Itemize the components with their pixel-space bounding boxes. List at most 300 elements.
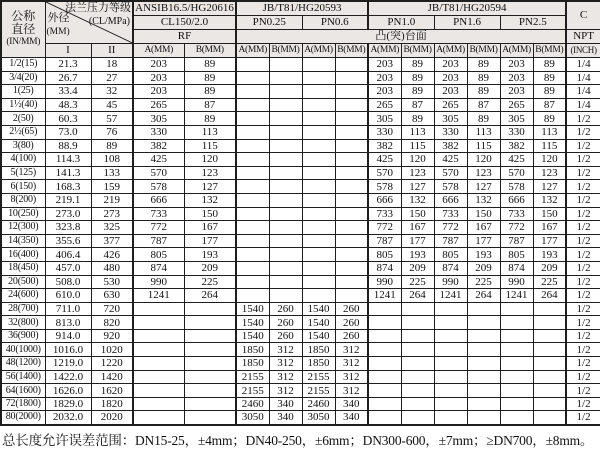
pn025-b-header: B(MM) (269, 44, 302, 58)
pn10-a (368, 411, 401, 425)
pressure-rating-label: 法兰压力等级 (65, 2, 131, 14)
npt-header: NPT (566, 30, 600, 44)
cl150-a (133, 329, 184, 343)
cl150-a: 203 (133, 71, 184, 85)
pn16-b (467, 384, 500, 398)
nominal-diameter: 56(1400) (1, 370, 45, 384)
pn10-b: 167 (401, 221, 434, 235)
pressure-rating-unit: (CL/MPa) (88, 16, 130, 27)
pn10-b (401, 397, 434, 411)
cl150-a: 805 (133, 248, 184, 262)
pn06-a-header: A(MM) (302, 44, 335, 58)
cl150-b (184, 329, 236, 343)
cl150-a-header: A(MM) (133, 44, 184, 58)
od-series-1: 26.7 (45, 71, 91, 85)
cl150-b (184, 370, 236, 384)
pn06-a (302, 193, 335, 207)
pn025-b: 340 (269, 397, 302, 411)
pn06-b (335, 125, 368, 139)
pn16-a (434, 302, 467, 316)
table-row (1, 411, 600, 425)
nominal-diameter: 12(300) (1, 221, 45, 235)
pn25-b: 89 (533, 71, 566, 85)
pn025-b: 312 (269, 343, 302, 357)
pn10-b (401, 302, 434, 316)
cl150-b: 89 (184, 71, 236, 85)
pn16-b: 127 (467, 180, 500, 194)
pn16-b: 193 (467, 248, 500, 262)
od-series-2: 89 (91, 139, 133, 153)
pn25-a: 874 (500, 261, 533, 275)
nominal-diameter-header (1, 1, 45, 58)
od-series-1: 711.0 (45, 302, 91, 316)
pn16-a: 805 (434, 248, 467, 262)
standard-jb-hg20593-header: JB/T81/HG20593 (236, 1, 368, 16)
cl150-a: 570 (133, 166, 184, 180)
nominal-diameter: 80(2000) (1, 411, 45, 425)
od-series-2: 76 (91, 125, 133, 139)
od-series-2: 133 (91, 166, 133, 180)
table-row (1, 234, 600, 248)
od-series-1: 1626.0 (45, 384, 91, 398)
table-row (1, 180, 600, 194)
npt-size: 1/2 (566, 397, 600, 411)
cl150-b: 89 (184, 112, 236, 126)
cl150-a (133, 370, 184, 384)
pn16-b (467, 411, 500, 425)
pn16-b: 225 (467, 275, 500, 289)
pn16-b: 150 (467, 207, 500, 221)
pn16-a (434, 411, 467, 425)
pn10-a: 203 (368, 71, 401, 85)
pn16-a: 1241 (434, 289, 467, 303)
pn06-a (302, 139, 335, 153)
pn10-a: 874 (368, 261, 401, 275)
npt-size: 1/2 (566, 261, 600, 275)
pn25-a: 578 (500, 180, 533, 194)
pn25-a: 772 (500, 221, 533, 235)
pn06-b (335, 180, 368, 194)
pn06-b: 312 (335, 357, 368, 371)
table-row (1, 261, 600, 275)
pn10-b (401, 357, 434, 371)
pn06-b (335, 58, 368, 72)
cl150-a: 772 (133, 221, 184, 235)
pn025-b (269, 112, 302, 126)
pn025-b (269, 139, 302, 153)
cl150-a: 1241 (133, 289, 184, 303)
pn06-b: 340 (335, 411, 368, 425)
od-series-2: 18 (91, 58, 133, 72)
pn06-a (302, 234, 335, 248)
od-series-2: 920 (91, 329, 133, 343)
od-series-2: 630 (91, 289, 133, 303)
pn10-a: 787 (368, 234, 401, 248)
pn025-a (236, 139, 269, 153)
table-row (1, 384, 600, 398)
table-row (1, 289, 600, 303)
pn10-a: 666 (368, 193, 401, 207)
pn06-b (335, 98, 368, 112)
pn025-a-header: A(MM) (236, 44, 269, 58)
pn025-a (236, 234, 269, 248)
pn25-b: 150 (533, 207, 566, 221)
od-series-2: 1220 (91, 357, 133, 371)
cl150-a: 203 (133, 58, 184, 72)
cl150-b: 193 (184, 248, 236, 262)
od-series-2: 820 (91, 316, 133, 330)
raised-face-header: 凸(突)台面 (236, 30, 566, 44)
od-series-1: 88.9 (45, 139, 91, 153)
table-row (1, 275, 600, 289)
pn10-b: 89 (401, 85, 434, 99)
pn16-a: 990 (434, 275, 467, 289)
pn10-header: PN1.0 (368, 16, 434, 30)
pn10-b: 89 (401, 112, 434, 126)
pn16-a: 733 (434, 207, 467, 221)
cl150-b: 132 (184, 193, 236, 207)
cl150-a: 382 (133, 139, 184, 153)
pn16-b: 115 (467, 139, 500, 153)
od-series-2: 159 (91, 180, 133, 194)
table-row (1, 112, 600, 126)
pn06-b (335, 71, 368, 85)
pn06-a (302, 98, 335, 112)
pn025-b: 260 (269, 302, 302, 316)
pn16-b: 89 (467, 112, 500, 126)
npt-size: 1/4 (566, 85, 600, 99)
nominal-diameter: 2½(65) (1, 125, 45, 139)
pn06-b (335, 275, 368, 289)
pn10-a: 265 (368, 98, 401, 112)
npt-size: 1/2 (566, 153, 600, 167)
npt-size: 1/2 (566, 343, 600, 357)
pn025-b (269, 193, 302, 207)
pn025-a: 3050 (236, 411, 269, 425)
npt-size: 1/2 (566, 275, 600, 289)
pn025-a: 1540 (236, 302, 269, 316)
pn025-b (269, 275, 302, 289)
pn025-b: 312 (269, 357, 302, 371)
pn16-b-header: B(MM) (467, 44, 500, 58)
od-series-1: 457.0 (45, 261, 91, 275)
pn10-a: 805 (368, 248, 401, 262)
cl150-a: 990 (133, 275, 184, 289)
cl150-b (184, 343, 236, 357)
table-row (1, 153, 600, 167)
pn25-a (500, 302, 533, 316)
npt-size: 1/2 (566, 139, 600, 153)
pn16-b (467, 397, 500, 411)
od-series-1: 1016.0 (45, 343, 91, 357)
cl150-b: 120 (184, 153, 236, 167)
pn025-a: 1850 (236, 357, 269, 371)
od-series-1: 273.0 (45, 207, 91, 221)
pn10-b-header: B(MM) (401, 44, 434, 58)
pn10-b: 89 (401, 58, 434, 72)
pn16-b: 89 (467, 85, 500, 99)
pn16-a: 772 (434, 221, 467, 235)
pn25-a (500, 370, 533, 384)
od-series-1: 1422.0 (45, 370, 91, 384)
pn25-a: 666 (500, 193, 533, 207)
pn06-a (302, 85, 335, 99)
pn25-b (533, 316, 566, 330)
npt-size: 1/4 (566, 71, 600, 85)
pn25-a: 570 (500, 166, 533, 180)
od-series-2: 1420 (91, 370, 133, 384)
pn06-a: 1850 (302, 343, 335, 357)
od-series-1: 141.3 (45, 166, 91, 180)
pn06-b (335, 248, 368, 262)
pn25-a: 425 (500, 153, 533, 167)
cl150-a (133, 384, 184, 398)
pn10-b (401, 384, 434, 398)
table-row (1, 85, 600, 99)
cl150-a (133, 302, 184, 316)
od-series-2-header: II (91, 44, 133, 58)
od-series-2: 32 (91, 85, 133, 99)
nominal-diameter: 1/2(15) (1, 58, 45, 72)
pn16-a (434, 329, 467, 343)
table-row (1, 316, 600, 330)
pn10-b (401, 316, 434, 330)
pn025-a (236, 207, 269, 221)
pn25-a (500, 411, 533, 425)
pn10-b: 225 (401, 275, 434, 289)
pn025-a: 2460 (236, 397, 269, 411)
pn06-a (302, 166, 335, 180)
nominal-diameter: 8(200) (1, 193, 45, 207)
pn16-b: 120 (467, 153, 500, 167)
pn16-a: 382 (434, 139, 467, 153)
npt-size: 1/2 (566, 316, 600, 330)
pn25-b (533, 329, 566, 343)
pn025-header: PN0.25 (236, 16, 302, 30)
npt-size: 1/4 (566, 98, 600, 112)
od-series-1: 406.4 (45, 248, 91, 262)
pn16-b: 89 (467, 58, 500, 72)
pn25-a (500, 316, 533, 330)
pn10-a: 203 (368, 58, 401, 72)
pn025-b: 260 (269, 329, 302, 343)
npt-size: 1/2 (566, 302, 600, 316)
npt-size: 1/2 (566, 329, 600, 343)
table-row (1, 397, 600, 411)
pn025-a (236, 166, 269, 180)
pn10-b: 87 (401, 98, 434, 112)
pn06-b: 312 (335, 384, 368, 398)
pn25-b: 177 (533, 234, 566, 248)
pn06-a: 1540 (302, 329, 335, 343)
nominal-diameter: 2(50) (1, 112, 45, 126)
pn06-b: 260 (335, 302, 368, 316)
pn25-a: 805 (500, 248, 533, 262)
pn25-a: 203 (500, 58, 533, 72)
pn25-a: 382 (500, 139, 533, 153)
pn06-a (302, 180, 335, 194)
pn10-a (368, 302, 401, 316)
cl150-a: 666 (133, 193, 184, 207)
pn10-a (368, 316, 401, 330)
table-row (1, 193, 600, 207)
pn25-a: 203 (500, 85, 533, 99)
pn10-b: 89 (401, 71, 434, 85)
cl150-a: 330 (133, 125, 184, 139)
npt-size: 1/2 (566, 166, 600, 180)
pn25-b: 113 (533, 125, 566, 139)
od-series-1-header: I (45, 44, 91, 58)
cl150-b (184, 316, 236, 330)
pn10-a: 425 (368, 153, 401, 167)
pn025-a: 2155 (236, 370, 269, 384)
pn025-b (269, 248, 302, 262)
pn16-b: 113 (467, 125, 500, 139)
pn16-b (467, 302, 500, 316)
cl150-b: 167 (184, 221, 236, 235)
pn025-b (269, 289, 302, 303)
table-row (1, 343, 600, 357)
nominal-diameter: 3(80) (1, 139, 45, 153)
pn025-b (269, 125, 302, 139)
od-series-2: 530 (91, 275, 133, 289)
pn025-a (236, 112, 269, 126)
pn06-b: 260 (335, 329, 368, 343)
pn06-b (335, 234, 368, 248)
pn025-b (269, 221, 302, 235)
pn10-b: 120 (401, 153, 434, 167)
pn25-a: 305 (500, 112, 533, 126)
cl150-b: 127 (184, 180, 236, 194)
od-series-1: 114.3 (45, 153, 91, 167)
pn06-a (302, 275, 335, 289)
pn025-a: 1850 (236, 343, 269, 357)
pn16-b (467, 370, 500, 384)
pn06-b (335, 193, 368, 207)
cl150-b-header: B(MM) (184, 44, 236, 58)
pn25-b: 123 (533, 166, 566, 180)
pn025-a (236, 153, 269, 167)
cl150-a: 874 (133, 261, 184, 275)
od-series-2: 1820 (91, 397, 133, 411)
pn025-a (236, 248, 269, 262)
pn06-b (335, 289, 368, 303)
pn06-a (302, 71, 335, 85)
pn10-a: 305 (368, 112, 401, 126)
pn10-a: 1241 (368, 289, 401, 303)
pn16-a: 265 (434, 98, 467, 112)
pn16-b: 123 (467, 166, 500, 180)
pn25-header: PN2.5 (500, 16, 566, 30)
pn25-b: 120 (533, 153, 566, 167)
pn10-a (368, 329, 401, 343)
pn16-a (434, 343, 467, 357)
column-c-header: C (566, 1, 600, 30)
pn25-b: 167 (533, 221, 566, 235)
pn10-b: 209 (401, 261, 434, 275)
pn025-a (236, 289, 269, 303)
cl150-b (184, 411, 236, 425)
nominal-diameter: 18(450) (1, 261, 45, 275)
pn16-a: 570 (434, 166, 467, 180)
pn25-b: 225 (533, 275, 566, 289)
pn16-b (467, 329, 500, 343)
cl150-b (184, 357, 236, 371)
pn10-a: 330 (368, 125, 401, 139)
od-series-2: 219 (91, 193, 133, 207)
cl150-a (133, 397, 184, 411)
pn25-a: 1241 (500, 289, 533, 303)
pn025-a (236, 275, 269, 289)
table-row (1, 98, 600, 112)
od-series-1: 60.3 (45, 112, 91, 126)
pn16-b (467, 357, 500, 371)
npt-size: 1/4 (566, 58, 600, 72)
pn06-a: 1850 (302, 357, 335, 371)
pn06-a (302, 112, 335, 126)
npt-size: 1/2 (566, 221, 600, 235)
cl150-a (133, 316, 184, 330)
pn16-b (467, 316, 500, 330)
cl150-a: 787 (133, 234, 184, 248)
pn25-b: 127 (533, 180, 566, 194)
cl150-a: 265 (133, 98, 184, 112)
nominal-diameter: 36(900) (1, 329, 45, 343)
pn06-b (335, 139, 368, 153)
cl150-b: 115 (184, 139, 236, 153)
pn25-b: 193 (533, 248, 566, 262)
pn16-b: 132 (467, 193, 500, 207)
pn06-b: 260 (335, 316, 368, 330)
od-series-1: 1829.0 (45, 397, 91, 411)
pn10-a (368, 397, 401, 411)
pn10-a: 990 (368, 275, 401, 289)
od-series-1: 323.8 (45, 221, 91, 235)
pn16-a: 203 (434, 58, 467, 72)
cl150-b: 113 (184, 125, 236, 139)
outer-diameter-unit: (MM) (46, 27, 70, 37)
pn25-a: 203 (500, 71, 533, 85)
pn16-a (434, 384, 467, 398)
pn025-a: 1540 (236, 329, 269, 343)
cl150-b: 264 (184, 289, 236, 303)
pn06-b (335, 85, 368, 99)
pn06-a: 2460 (302, 397, 335, 411)
pn25-b (533, 370, 566, 384)
table-row (1, 370, 600, 384)
od-series-1: 1219.0 (45, 357, 91, 371)
pn25-b (533, 384, 566, 398)
pn06-b (335, 166, 368, 180)
od-pressure-diagonal-header (45, 1, 133, 44)
pn10-a: 382 (368, 139, 401, 153)
pn06-b (335, 112, 368, 126)
pn025-b (269, 85, 302, 99)
pn06-header: PN0.6 (302, 16, 368, 30)
od-series-2: 325 (91, 221, 133, 235)
nominal-diameter: 32(800) (1, 316, 45, 330)
pn16-b: 209 (467, 261, 500, 275)
pn16-a: 874 (434, 261, 467, 275)
od-series-2: 57 (91, 112, 133, 126)
pn10-b: 132 (401, 193, 434, 207)
pn06-b-header: B(MM) (335, 44, 368, 58)
pn10-a (368, 370, 401, 384)
od-series-1: 48.3 (45, 98, 91, 112)
cl150-a: 305 (133, 112, 184, 126)
pn06-b (335, 207, 368, 221)
cl150-b (184, 397, 236, 411)
